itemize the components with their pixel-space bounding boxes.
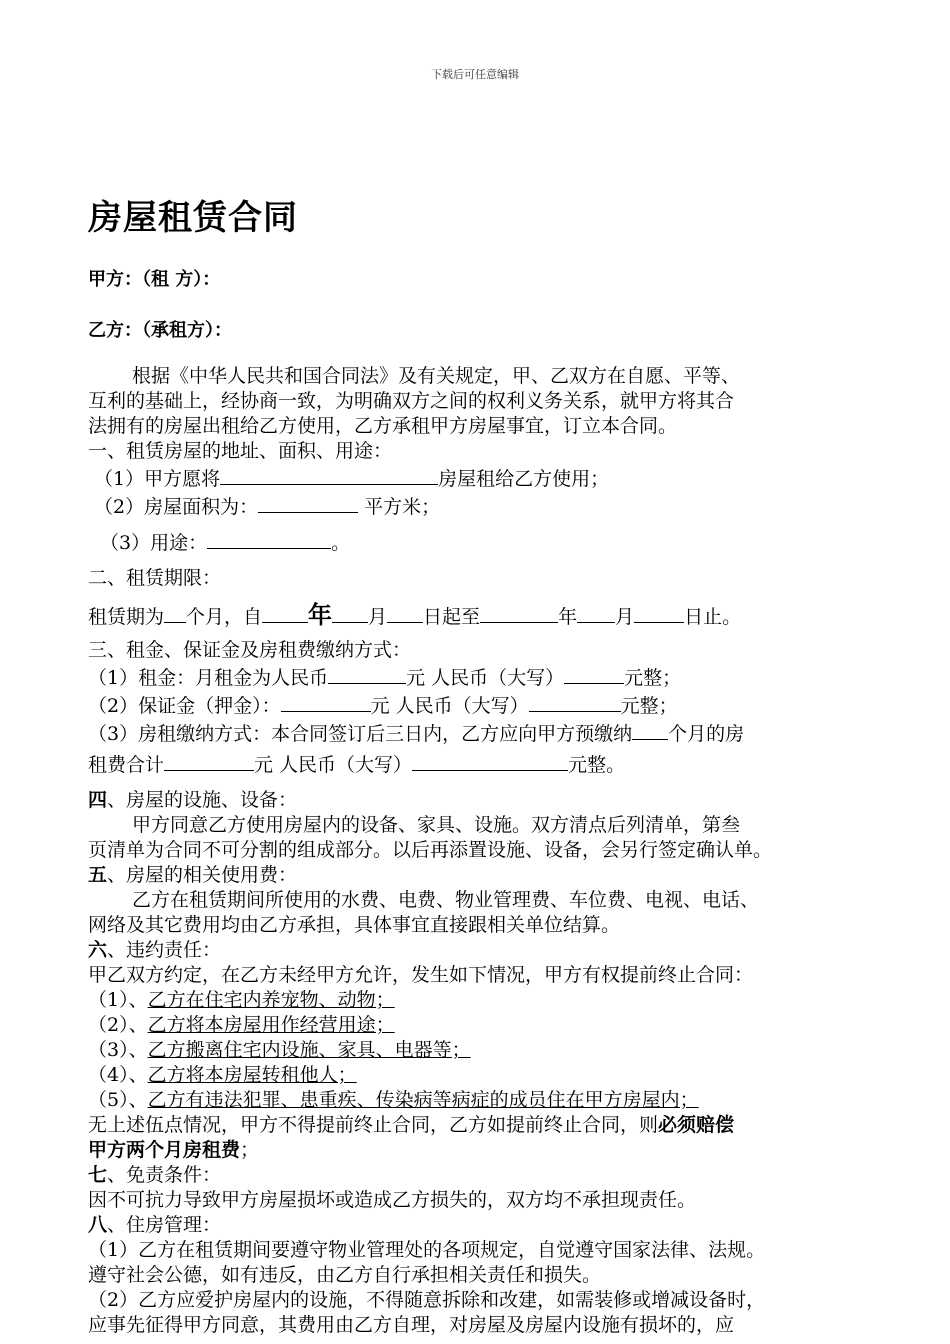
section-2	[88, 566, 888, 591]
list-item-text: 乙方将本房屋用作经营用途；	[147, 1014, 395, 1036]
list-item-number: （2）、	[88, 1014, 148, 1036]
section-8-line: （2）乙方应爱护房屋内的设施，不得随意拆除和改建，如需装修或增减设备时，	[88, 1289, 766, 1311]
section-8-line: （1）乙方在租赁期间要遵守物业管理处的各项规定，自觉遵守国家法律、法规。	[88, 1239, 766, 1261]
section-6-end	[88, 1113, 888, 1138]
term-text: 个月，自	[186, 606, 263, 628]
section-6-lead: 甲乙双方约定，在乙方未经甲方允许，发生如下情况，甲方有权提前终止合同：	[88, 964, 754, 986]
address-blank	[220, 464, 438, 485]
item-text: （2）保证金（押金）：	[88, 695, 281, 717]
section-title-text: 、住房管理：	[107, 1214, 222, 1236]
section-3-item-3	[88, 719, 888, 747]
term-text: 日止。	[684, 606, 742, 628]
clause-text: ；	[240, 1139, 260, 1161]
intro-paragraph	[88, 364, 888, 520]
intro-line: 根据《中华人民共和国合同法》及有关规定，甲、乙双方在自愿、平等、	[132, 365, 741, 387]
item-text: 个月的房	[668, 723, 745, 745]
item-text: （3）用途：	[100, 532, 208, 554]
list-item	[88, 1038, 888, 1063]
item-text: 租费合计	[88, 754, 165, 776]
list-item-text: 乙方在住宅内养宠物、动物；	[147, 989, 395, 1011]
list-item-text: 乙方搬离住宅内设施、家具、电器等；	[147, 1039, 471, 1061]
section-3	[88, 638, 888, 747]
deposit-blank	[281, 691, 371, 712]
section-number: 五	[88, 864, 108, 886]
section-8-title	[88, 1213, 888, 1238]
clause-text: 无上述伍点情况，甲方不得提前终止合同，乙方如提前终止合同，则	[88, 1114, 659, 1136]
rent-words-blank	[564, 663, 624, 684]
term-text: 月	[615, 606, 635, 628]
item-text: 元整。	[568, 754, 626, 776]
rent-blank	[328, 663, 406, 684]
area-blank	[258, 492, 358, 513]
list-item-number: （3）、	[88, 1039, 148, 1061]
item-text: （2）房屋面积为：	[94, 496, 259, 518]
sections-4-to-8	[88, 788, 888, 1338]
item-text: 房屋租给乙方使用；	[438, 468, 610, 490]
section-2-term	[88, 602, 888, 630]
section-number: 七	[88, 1164, 108, 1186]
section-number: 四	[88, 789, 108, 811]
end-day-blank	[634, 602, 684, 623]
prepay-months-blank	[632, 719, 668, 740]
clause-emphasis: 必须赔偿	[658, 1114, 735, 1136]
section-3-item-1	[88, 663, 888, 691]
year-blank	[262, 602, 308, 623]
section-title-text: 、违约责任：	[107, 939, 222, 961]
section-5-title	[88, 863, 888, 888]
list-item-text: 乙方有违法犯罪、患重疾、传染病等病症的成员住在甲方房屋内；	[147, 1089, 699, 1111]
item-text: （1）甲方愿将	[94, 468, 221, 490]
list-item-number: （5）、	[88, 1089, 148, 1111]
item-text: （3）房租缴纳方式：本合同签订后三日内，乙方应向甲方预缴纳	[88, 723, 633, 745]
item-text: 元整；	[620, 695, 678, 717]
list-item-number: （4）、	[88, 1064, 148, 1086]
party-a-line: 甲方：（租 方）：	[88, 269, 221, 290]
end-year-blank	[480, 602, 558, 623]
section-title-text: 、房屋的相关使用费：	[107, 864, 298, 886]
section-3-title: 三、租金、保证金及房租费缴纳方式：	[88, 639, 412, 661]
intro-line: 法拥有的房屋出租给乙方使用，乙方承租甲方房屋事宜，订立本合同。	[88, 415, 678, 437]
list-item	[88, 1063, 888, 1088]
section-number: 八	[88, 1214, 108, 1236]
list-item-number: （1）、	[88, 989, 148, 1011]
item-text: 元 人民币（大写）	[370, 695, 529, 717]
section-8-line: 遵守社会公德，如有违反，由乙方自行承担相关责任和损失。	[88, 1264, 602, 1286]
end-month-blank	[577, 602, 615, 623]
section-3-total	[88, 750, 888, 778]
section-1-item-3	[88, 528, 888, 556]
section-1-title: 一、租赁房屋的地址、面积、用途：	[88, 440, 393, 462]
party-b-line: 乙方：（承租方）：	[88, 320, 232, 341]
section-5-line: 乙方在租赁期间所使用的水费、电费、物业管理费、车位费、电视、电话、	[132, 889, 760, 911]
item-text: （1）租金：月租金为人民币	[88, 667, 329, 689]
list-item	[88, 1088, 888, 1113]
contract-title: 房屋租赁合同	[88, 198, 298, 238]
item-text: 元整；	[624, 667, 682, 689]
deposit-words-blank	[529, 691, 621, 712]
list-item	[88, 988, 888, 1013]
term-text: 年	[308, 601, 333, 629]
item-text: 。	[331, 532, 351, 554]
section-6-title	[88, 938, 888, 963]
term-text: 年	[558, 606, 578, 628]
list-item	[88, 1013, 888, 1038]
section-2-title: 二、租赁期限：	[88, 567, 222, 589]
section-3-item-2	[88, 691, 888, 719]
months-blank	[164, 602, 186, 623]
item-text: 元 人民币（大写）	[254, 754, 413, 776]
total-blank	[164, 750, 254, 771]
purpose-blank	[207, 528, 331, 549]
item-text: 平方米；	[358, 496, 441, 518]
month-blank	[332, 602, 368, 623]
section-7-title	[88, 1163, 888, 1188]
section-1-item-2	[88, 492, 888, 520]
section-4-line: 页清单为合同不可分割的组成部分。以后再添置设施、设备，会另行签定确认单。	[88, 839, 773, 861]
total-words-blank	[412, 750, 568, 771]
intro-line: 互利的基础上，经协商一致，为明确双方之间的权利义务关系，就甲方将其合	[88, 390, 735, 412]
term-text: 租赁期为	[88, 606, 165, 628]
section-4-title	[88, 788, 888, 813]
header-note: 下载后可任意编辑	[431, 68, 519, 81]
term-text: 月	[368, 606, 388, 628]
section-8-line: 应事先征得甲方同意，其费用由乙方自理，对房屋及房屋内设施有损坏的，应	[88, 1314, 735, 1336]
section-1-item-1	[88, 464, 888, 492]
item-text: 元 人民币（大写）	[406, 667, 565, 689]
term-text: 日起至	[423, 606, 481, 628]
section-4-line: 甲方同意乙方使用房屋内的设备、家具、设施。双方清点后列清单，第叁	[132, 814, 741, 836]
section-5-line: 网络及其它费用均由乙方承担，具体事宜直接跟相关单位结算。	[88, 914, 621, 936]
list-item-text: 乙方将本房屋转租他人；	[147, 1064, 357, 1086]
section-6-end	[88, 1138, 888, 1163]
section-title-text: 、免责条件：	[107, 1164, 222, 1186]
day-blank	[387, 602, 423, 623]
section-7-line: 因不可抗力导致甲方房屋损坏或造成乙方损失的，双方均不承担现责任。	[88, 1189, 697, 1211]
section-number: 六	[88, 939, 108, 961]
clause-emphasis: 甲方两个月房租费	[88, 1139, 241, 1161]
section-title-text: 、房屋的设施、设备：	[107, 789, 298, 811]
